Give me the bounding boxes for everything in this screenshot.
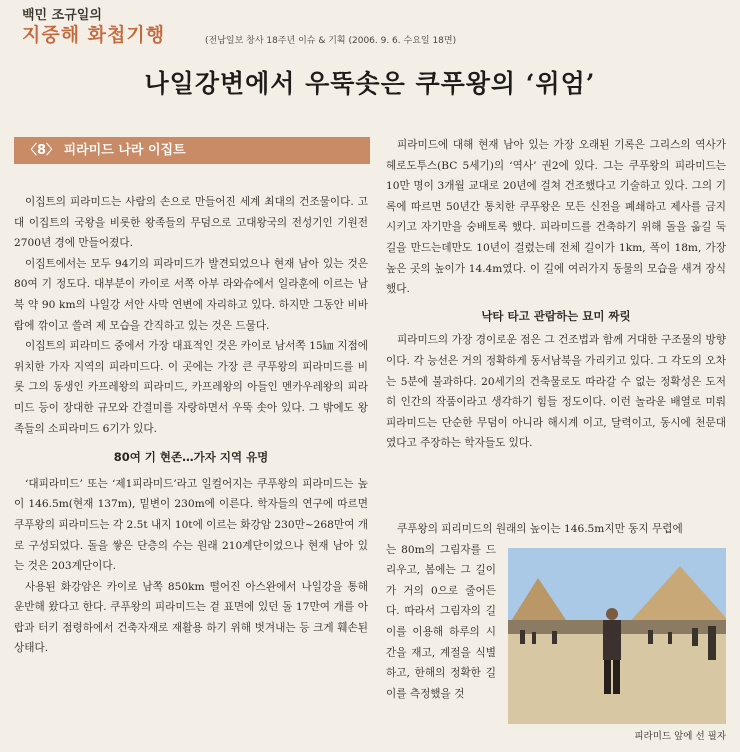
left-paragraph-1: 이집트의 피라미드는 사람의 손으로 만들어진 세계 최대의 건조물이다. 고대 이집트의 국왕을 비롯한 왕족들의 무덤으로 고대왕국의 전성기인 기원전 2700년 경에 만들어졌다.	[14, 196, 368, 250]
section-heading: 〈8〉 피라미드 나라 이집트	[14, 137, 370, 164]
article-title: 나일강변에서 우뚝솟은 쿠푸왕의 ‘위엄’	[144, 69, 596, 98]
author-head	[606, 608, 618, 620]
left-paragraph-4: ‘대피라미드’ 또는 ‘제1피라미드’라고 일컬어지는 쿠푸왕의 피라미드는 높이 146.5m(현재 137m), 밑변이 230m에 이른다. 학자들의 연구에 따르면 쿠푸왕의 피라미드는 각 2.5t 내지 10t에 이르는 화강암 230만~268만여 개로 구성되었다. 돌을 쌓은 단층의 수는 원래 210계단이었으나 현재 남아 있는 것은 203계단이다.	[14, 477, 368, 573]
source-line: (전남일보 창사 18주년 이슈 & 기획 (2006. 9. 6. 수요일 18면)	[205, 36, 457, 46]
author-body	[603, 620, 621, 660]
right-column	[386, 135, 726, 454]
right-subhead: 낙타 타고 관람하는 묘미 짜릿	[481, 308, 631, 323]
left-paragraph-2: 이집트에서는 모두 94기의 피라미드가 발견되었으나 현재 남아 있는 것은 80여 기 정도다. 대부분이 카이로 서쪽 아부 라와슈에서 일라훈에 이르는 남북 약 90 km의 나일강 서안 사막 연변에 자리하고 있다. 하지만 그동안 비바람에 깎이고 쓸려 제 모습을 간직하고 있는 것은 드물다.	[14, 257, 368, 332]
author-leg-left	[604, 660, 611, 694]
right-paragraph-1: 피라미드에 대해 현재 남아 있는 가장 오래된 기록은 그리스의 역사가 헤로도투스(BC 5세기)의 ‘역사’ 권2에 있다. 그는 쿠푸왕의 피라미드는 10만 명이 3개월 교대로 20년에 걸쳐 건조했다고 기술하고 있다. 그의 기록에 따르면 50년간 통치한 쿠푸왕은 모든 신전을 폐쇄하고 제사를 금지시키고 자기만을 숭배토록 했다. 피라미드를 건축하기 위해 돌을 옮길 둑길을 만드는데만도 10년이 걸렸는데 전체 길이가 1km, 폭이 18m, 가장 높은 곳의 높이가 14.4m였다. 이 길에 여러가지 동물의 모습을 새겨 장식했다.	[386, 139, 726, 296]
author-leg-right	[613, 660, 620, 694]
photo-illustration	[508, 548, 726, 724]
right-paragraph-2: 피라미드의 가장 경이로운 점은 그 건조법과 함께 거대한 구조물의 방향이다. 각 능선은 거의 정확하게 동서남북을 가리키고 있다. 그 각도의 오차는 5분에 불과하다. 20세기의 건축물로도 따라갈 수 없는 정확성은 도저히 인간의 작품이라고 생각하기 힘들 정도이다. 이런 놀라운 배열로 미뤄 피라미드는 단순한 무덤이 아니라 해시계 이고, 달력이고, 동시에 천문대 였다고 주장하는 학자들도 있다.	[386, 334, 726, 450]
photo-author-at-pyramids	[508, 548, 726, 724]
left-paragraph-3: 이집트의 피라미드 중에서 가장 대표적인 것은 카이로 남서쪽 15㎞ 지점에 위치한 가자 지역의 피라미드다. 이 곳에는 가장 큰 쿠푸왕의 피라미드를 비롯 그의 동생인 카프레왕의 피라미드, 카프레왕의 아들인 멘카우레왕의 피라미드 등이 장대한 규모와 간결미를 자랑하면서 우뚝 솟아 있다. 그 밖에도 왕족들의 소피라미드 6기가 있다.	[14, 340, 368, 435]
left-paragraph-5: 사용된 화강암은 카이로 남쪽 850km 떨어진 아스완에서 나일강을 통해 운반해 왔다고 한다. 쿠푸왕의 피라미드는 겉 표면에 있던 돌 17만여 개를 아랍과 터키 점령하에서 건축자재로 재활용 하기 위해 벗겨내는 등 크게 훼손된 상태다.	[14, 580, 368, 655]
narrow-column-text: 는 80m의 그림자를 드리우고, 봄에는 그 길이가 거의 0으로 줄어든다. 따라서 그림자의 길이를 이용해 하루의 시간을 재고, 계절을 식별하고, 한해의 정확한 길이를 측정했을 것	[386, 543, 496, 700]
series-title: 지중해 화첩기행	[22, 24, 166, 46]
photo-caption: 피라미드 앞에 선 필자	[634, 731, 726, 742]
narrow-lead-line: 쿠푸왕의 피리미드의 원래의 높이는 146.5m지만 동지 무렵에	[397, 523, 683, 535]
left-column	[14, 192, 368, 659]
series-kicker: 백민 조규일의	[22, 8, 102, 23]
left-subhead: 80여 기 현존…가자 지역 유명	[113, 450, 269, 465]
